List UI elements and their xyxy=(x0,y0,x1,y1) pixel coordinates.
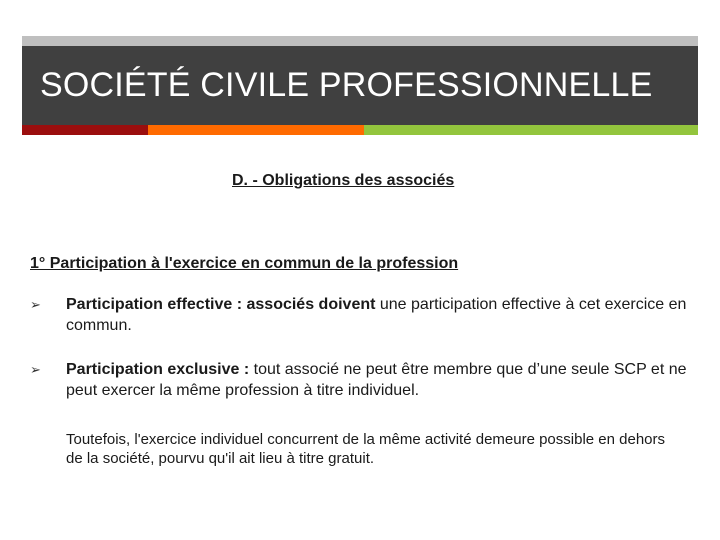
bullet-rest-text: une participation effective à cet exercice en commun. xyxy=(66,296,687,334)
title-bar xyxy=(22,36,698,125)
bullet-item xyxy=(30,359,690,401)
bullet-bold-text: Participation exclusive : xyxy=(66,361,250,378)
slide-subtitle: D. - Obligations des associés xyxy=(232,172,455,189)
accent-segment-orange xyxy=(148,125,364,135)
accent-strip xyxy=(22,125,698,135)
note-paragraph: Toutefois, l'exercice individuel concurrent de la même activité demeure possible en dehors de la société, pourvu qu'il ait lieu à titre gratuit. xyxy=(66,431,666,467)
section-heading: 1° Participation à l'exercice en commun de la profession xyxy=(30,255,459,272)
bullet-rest-text: tout associé ne peut être membre que d’une seule SCP et ne peut exercer la même profession à titre individuel. xyxy=(66,361,687,399)
bullet-bold-text: Participation effective : associés doivent xyxy=(66,296,376,313)
bullet-text xyxy=(66,359,690,401)
accent-segment-red xyxy=(22,125,148,135)
arrowhead-bullet-icon: ➢ xyxy=(30,297,41,312)
accent-segment-green xyxy=(364,125,698,135)
slide-title: SOCIÉTÉ CIVILE PROFESSIONNELLE xyxy=(40,66,653,104)
bullet-item xyxy=(30,294,690,336)
bullet-text xyxy=(66,294,690,336)
arrowhead-bullet-icon: ➢ xyxy=(30,362,41,377)
